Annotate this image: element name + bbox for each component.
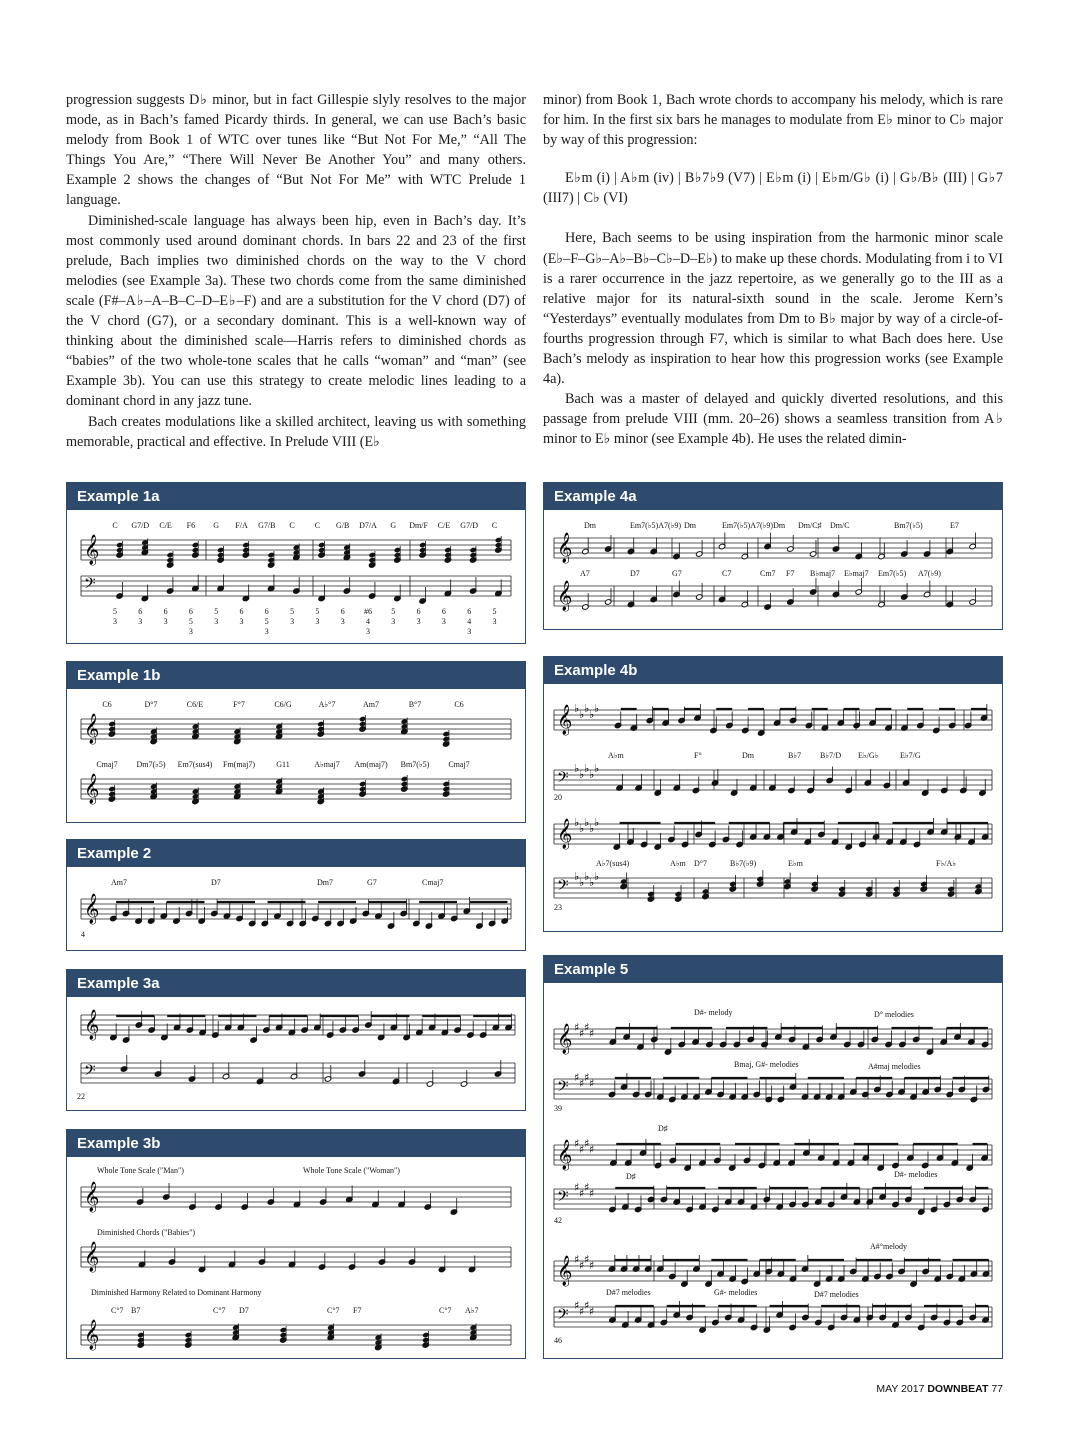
page-footer xyxy=(876,1383,1003,1395)
chord-symbol: A♭m xyxy=(608,751,624,760)
example-1a-notation xyxy=(67,510,524,642)
bass-clef-icon: 𝄢 xyxy=(557,1188,569,1209)
key-signature-icon: ♯ xyxy=(579,1259,585,1272)
example-4b xyxy=(543,656,1003,932)
figured-bass: 6 xyxy=(416,607,421,616)
key-signature-icon: ♭ xyxy=(589,876,595,889)
chord-symbol: C xyxy=(112,521,118,530)
chord-symbol: B♭maj7 xyxy=(810,569,836,578)
example-3b xyxy=(66,1129,526,1359)
figured-bass: 3 xyxy=(113,617,117,626)
key-signature-icon: ♯ xyxy=(574,1071,580,1084)
bass-clef-icon: 𝄢 xyxy=(557,1306,569,1327)
scale-label: Whole Tone Scale ("Man") xyxy=(97,1166,184,1175)
figured-bass: 3 xyxy=(188,627,193,636)
key-signature-icon: ♯ xyxy=(579,1187,585,1200)
chord-symbol: D°7 xyxy=(694,859,707,868)
bass-clef-icon: 𝄢 xyxy=(557,1078,569,1099)
chord-symbol: F°7 xyxy=(233,700,245,709)
chord-symbol: C6 xyxy=(454,700,464,709)
key-signature-icon: ♯ xyxy=(584,1299,590,1312)
key-signature-icon: ♯ xyxy=(584,1181,590,1194)
key-signature-icon: ♭ xyxy=(584,762,590,775)
scale-label: Whole Tone Scale ("Woman") xyxy=(303,1166,400,1175)
figured-bass: 5 xyxy=(290,607,295,616)
figured-bass: 3 xyxy=(492,617,497,626)
figured-bass: 4 xyxy=(366,617,370,626)
chord-symbol: Dm7 xyxy=(317,878,333,887)
chord-symbol: A♭°7 xyxy=(318,700,336,709)
example-3b-notation xyxy=(67,1157,524,1357)
chord-symbol: C°7 xyxy=(213,1306,226,1315)
measure-number: 39 xyxy=(554,1104,562,1113)
key-signature-icon: ♭ xyxy=(579,768,585,781)
measure-number: 23 xyxy=(554,903,562,912)
key-signature-icon: ♯ xyxy=(589,1077,595,1090)
example-title: Example 3b xyxy=(67,1130,525,1157)
figured-bass: #6 xyxy=(364,607,372,616)
chord-symbol: E7 xyxy=(950,521,959,530)
figured-bass: 6 xyxy=(441,607,446,616)
key-signature-icon: ♯ xyxy=(574,1181,580,1194)
figured-bass: 6 xyxy=(239,607,244,616)
measure-number: 46 xyxy=(554,1336,562,1345)
chord-symbol: C°7 xyxy=(111,1306,124,1315)
key-signature-icon: ♯ xyxy=(589,1187,595,1200)
chord-symbol: A7 xyxy=(580,569,590,578)
chord-symbol: C7 xyxy=(722,569,732,578)
right-column xyxy=(543,90,1003,450)
melody-label: D♯ xyxy=(658,1124,668,1133)
figured-bass: 3 xyxy=(441,617,446,626)
chord-symbol: Dm xyxy=(684,521,696,530)
chord-symbol: Bm7(♭5) xyxy=(400,760,430,769)
chord-symbol: B♭7(♭9) xyxy=(730,859,757,868)
issue-date: MAY 2017 xyxy=(876,1383,925,1395)
figured-bass: 5 xyxy=(214,607,219,616)
example-title: Example 4a xyxy=(544,483,1002,510)
chord-symbol: G11 xyxy=(276,760,290,769)
chord-symbol: C6 xyxy=(102,700,112,709)
magazine-name: DOWNBEAT xyxy=(927,1383,989,1395)
treble-clef-icon: 𝄞 xyxy=(557,1140,573,1170)
figured-bass: 5 xyxy=(113,607,117,616)
chord-symbol: G7/D xyxy=(131,521,150,530)
figured-bass: 3 xyxy=(315,617,320,626)
chord-symbol: G xyxy=(213,521,220,530)
key-signature-icon: ♯ xyxy=(584,1253,590,1266)
example-1b xyxy=(66,661,526,823)
example-4a xyxy=(543,482,1003,630)
example-4a-notation xyxy=(544,510,1001,628)
figured-bass: 5 xyxy=(264,617,269,626)
key-signature-icon: ♭ xyxy=(574,762,580,775)
key-signature-icon: ♭ xyxy=(584,870,590,883)
melody-label: D#7 melodies xyxy=(606,1288,651,1297)
page-number: 77 xyxy=(991,1383,1003,1395)
key-signature-icon: ♭ xyxy=(594,762,600,775)
measure-number: 20 xyxy=(554,793,562,802)
chord-symbol: A♭maj7 xyxy=(314,760,340,769)
chord-symbol: D7 xyxy=(211,878,221,887)
chord-symbol: F/A xyxy=(235,521,248,530)
chord-symbol: Am7 xyxy=(363,700,379,709)
chord-symbol: B°7 xyxy=(408,700,422,709)
key-signature-icon: ♭ xyxy=(579,876,585,889)
example-1b-notation xyxy=(67,689,524,821)
key-signature-icon: ♭ xyxy=(579,822,585,835)
key-signature-icon: ♯ xyxy=(584,1071,590,1084)
chord-symbol: Em7(sus4) xyxy=(177,760,213,769)
measure-number: 42 xyxy=(554,1216,562,1225)
chord-symbol: B♭7 xyxy=(788,751,802,760)
chord-symbol: C°7 xyxy=(439,1306,452,1315)
example-title: Example 1b xyxy=(67,662,525,689)
chord-symbol: D7 xyxy=(630,569,640,578)
chord-symbol: G7 xyxy=(672,569,682,578)
figured-bass: 3 xyxy=(416,617,421,626)
chord-symbol: F° xyxy=(694,751,702,760)
figured-bass: 5 xyxy=(391,607,396,616)
treble-clef-icon: 𝄞 xyxy=(84,1010,100,1040)
figured-bass: 3 xyxy=(391,617,396,626)
chord-symbol: F7 xyxy=(786,569,795,578)
chord-symbol: Dm xyxy=(584,521,596,530)
key-signature-icon: ♭ xyxy=(574,870,580,883)
key-signature-icon: ♯ xyxy=(579,1143,585,1156)
chord-symbol: F♭/A♭ xyxy=(936,859,956,868)
chord-symbol: Em7(♭5) xyxy=(878,569,907,578)
key-signature-icon: ♯ xyxy=(574,1253,580,1266)
key-signature-icon: ♯ xyxy=(574,1299,580,1312)
chord-progression: E♭m (i) | A♭m (iv) | B♭7♭9 (V7) | E♭m (i) | E♭m/G♭ (i) | G♭/B♭ (III) | G♭7 (III7) | C♭ (VI) xyxy=(543,170,1003,207)
melody-label: Bmaj, G#- melodies xyxy=(734,1060,799,1069)
key-signature-icon: ♯ xyxy=(579,1027,585,1040)
example-4b-notation xyxy=(544,684,1001,930)
scale-label: Diminished Harmony Related to Dominant Harmony xyxy=(91,1288,262,1297)
paragraph: Here, Bach seems to be using inspiration from the harmonic minor scale (E♭–F–G♭–A♭–B♭–C♭–D–E♭) to make up these chords. Modulating from i to VI is a rarer occurrence in the jazz repertoire, as we generally go to the III as a relative major for its natural-sixth sound in the scale. Jerome Kern’s “Yesterdays” eventually modulates from Dm to B♭ major by way of a circle-of-fourths progression through F7, which is similar to what Bach does here. Use Bach’s melody as inspiration to hear how this progression works (see Example 4a). xyxy=(543,230,1003,388)
chord-symbol: A7(♭9) xyxy=(918,569,941,578)
chord-symbol: C°7 xyxy=(327,1306,340,1315)
key-signature-icon: ♯ xyxy=(579,1077,585,1090)
chord-symbol: Dm/C♯ xyxy=(798,521,822,530)
figured-bass: 3 xyxy=(340,617,345,626)
melody-label: A#maj melodies xyxy=(868,1062,921,1071)
paragraph: Bach was a master of delayed and quickly diverted resolutions, and this passage from prelude VIII (mm. 20–26) shows a seamless transition from A♭ minor to E♭ minor (see Example 4b). He uses the related dimin- xyxy=(543,391,1003,448)
key-signature-icon: ♭ xyxy=(584,816,590,829)
example-1a xyxy=(66,482,526,644)
key-signature-icon: ♭ xyxy=(589,822,595,835)
chord-symbol: E♭/G♭ xyxy=(858,751,879,760)
chord-symbol: A♭7 xyxy=(465,1306,479,1315)
chord-symbol: Am7 xyxy=(111,878,127,887)
key-signature-icon: ♯ xyxy=(589,1259,595,1272)
example-title: Example 2 xyxy=(67,840,525,867)
chord-symbol: G xyxy=(390,521,397,530)
chord-symbol: D°7 xyxy=(144,700,158,709)
key-signature-icon: ♭ xyxy=(579,708,585,721)
figured-bass: 3 xyxy=(366,627,370,636)
chord-symbol: C xyxy=(491,521,498,530)
chord-symbol: Cmaj7 xyxy=(96,760,118,769)
chord-symbol: G7/B xyxy=(258,521,276,530)
chord-symbol: Dm xyxy=(742,751,754,760)
treble-clef-icon: 𝄞 xyxy=(557,819,573,849)
chord-symbol: D7 xyxy=(239,1306,249,1315)
chord-symbol: E♭7/G xyxy=(900,751,921,760)
chord-symbol: E♭maj7 xyxy=(844,569,869,578)
chord-symbol: A♭7(sus4) xyxy=(596,859,630,868)
example-title: Example 1a xyxy=(67,483,525,510)
example-2 xyxy=(66,839,526,951)
paragraph: Diminished-scale language has always been hip, even in Bach’s day. It’s most commonly used around dominant chords. In bars 22 and 23 of the first prelude, Bach implies two diminished chords on the way to the V chord melodies (see Example 3a). These two chords come from the same diminished scale (F#–A♭–A–B–C–D–E♭–F) and are a substitution for the V chord (D7) of the V chord (G7), or a secondary dominant. This is a well-known way of thinking about the diminished scale—Harris refers to diminished chords as “babies” of the two whole-tone scales that he calls “woman” and “man” (see Example 3b). You can use this strategy to create melodic lines leading to a dominant chord in any jazz tune. xyxy=(66,212,526,410)
bass-clef-icon: 𝄢 xyxy=(84,575,96,596)
treble-clef-icon: 𝄞 xyxy=(84,1242,100,1272)
figured-bass: 5 xyxy=(315,607,320,616)
scale-label: Diminished Chords ("Babies") xyxy=(97,1228,196,1237)
treble-clef-icon: 𝄞 xyxy=(557,533,573,563)
chord-symbol: Em7(♭5)A7(♭9)Dm xyxy=(722,521,786,530)
chord-symbol: Bm7(♭5) xyxy=(894,521,923,530)
key-signature-icon: ♯ xyxy=(589,1027,595,1040)
example-5-notation xyxy=(544,983,1001,1357)
key-signature-icon: ♯ xyxy=(574,1021,580,1034)
chord-symbol: B7 xyxy=(131,1306,141,1315)
melody-label: D° melodies xyxy=(874,1010,914,1019)
measure-number: 22 xyxy=(77,1092,85,1101)
treble-clef-icon: 𝄞 xyxy=(84,535,100,565)
figured-bass: 6 xyxy=(163,607,168,616)
chord-symbol: C6/G xyxy=(274,700,292,709)
melody-label: D#7 melodies xyxy=(814,1290,859,1299)
figured-bass: 5 xyxy=(492,607,497,616)
treble-clef-icon: 𝄞 xyxy=(84,894,100,924)
treble-clef-icon: 𝄞 xyxy=(557,1024,573,1054)
treble-clef-icon: 𝄞 xyxy=(557,705,573,735)
key-signature-icon: ♯ xyxy=(584,1021,590,1034)
example-5 xyxy=(543,955,1003,1359)
chord-symbol: B♭7/D xyxy=(820,751,842,760)
chord-symbol: A♭m xyxy=(670,859,686,868)
chord-symbol: Fm(maj7) xyxy=(223,760,255,769)
bass-clef-icon: 𝄢 xyxy=(557,769,569,790)
bass-clef-icon: 𝄢 xyxy=(84,1062,96,1083)
paragraph: progression suggests D♭ minor, but in fact Gillespie slyly resolves to the major mode, as in Bach’s famed Picardy thirds. In general, we can use Bach’s basic melody from Book 1 of WTC over tunes like “But Not For Me,” “All The Things You Are,” “There Will Never Be Another You” and many others. Example 2 shows the changes of “But Not For Me” with WTC Prelude 1 language. xyxy=(66,92,526,209)
paragraph: minor) from Book 1, Bach wrote chords to accompany his melody, which is rare for him. In the first six bars he manages to modulate from E♭ minor to C♭ major by way of this progression: xyxy=(543,92,1003,149)
example-title: Example 5 xyxy=(544,956,1002,983)
melody-label: A#°melody xyxy=(870,1242,907,1251)
key-signature-icon: ♭ xyxy=(594,870,600,883)
treble-clef-icon: 𝄞 xyxy=(557,581,573,611)
figured-bass: 3 xyxy=(138,617,143,626)
treble-clef-icon: 𝄞 xyxy=(84,1320,100,1350)
key-signature-icon: ♭ xyxy=(574,816,580,829)
melody-label: D#- melody xyxy=(694,1008,733,1017)
chord-symbol: Cmaj7 xyxy=(422,878,444,887)
key-signature-icon: ♭ xyxy=(584,702,590,715)
figured-bass: 6 xyxy=(188,607,193,616)
figured-bass: 6 xyxy=(138,607,143,616)
key-signature-icon: ♯ xyxy=(589,1143,595,1156)
figured-bass: 3 xyxy=(467,627,472,636)
chord-symbol: Em7(♭5)A7(♭9) xyxy=(630,521,682,530)
treble-clef-icon: 𝄞 xyxy=(84,1182,100,1212)
key-signature-icon: ♯ xyxy=(579,1305,585,1318)
chord-symbol: Dm/F xyxy=(409,521,428,530)
chord-symbol: G7 xyxy=(367,878,377,887)
chord-symbol: Cm7 xyxy=(760,569,776,578)
figured-bass: 6 xyxy=(264,607,269,616)
left-column xyxy=(66,90,526,452)
key-signature-icon: ♭ xyxy=(589,708,595,721)
measure-number: 4 xyxy=(81,930,85,939)
paragraph: Bach creates modulations like a skilled architect, leaving us with something memorable, practical and effective. In Prelude VIII (E♭ xyxy=(66,413,526,450)
key-signature-icon: ♭ xyxy=(589,768,595,781)
key-signature-icon: ♭ xyxy=(594,816,600,829)
chord-symbol: F7 xyxy=(353,1306,362,1315)
chord-symbol: F6 xyxy=(186,521,196,530)
melody-label: G#- melodies xyxy=(714,1288,758,1297)
chord-symbol: C/E xyxy=(437,521,451,530)
key-signature-icon: ♯ xyxy=(574,1137,580,1150)
chord-symbol: G7/D xyxy=(460,521,479,530)
example-3a-notation xyxy=(67,997,524,1109)
chord-symbol: D7/A xyxy=(359,521,377,530)
chord-symbol: G/B xyxy=(336,521,350,530)
melody-label: D♯ xyxy=(626,1172,636,1181)
chord-symbol: C6/E xyxy=(186,700,204,709)
treble-clef-icon: 𝄞 xyxy=(557,1256,573,1286)
chord-symbol: Cmaj7 xyxy=(448,760,470,769)
figured-bass: 3 xyxy=(264,627,269,636)
figured-bass: 6 xyxy=(340,607,345,616)
figured-bass: 3 xyxy=(239,617,244,626)
chord-symbol: Dm7(♭5) xyxy=(136,760,166,769)
chord-symbol: Am(maj7) xyxy=(354,760,388,769)
key-signature-icon: ♭ xyxy=(594,702,600,715)
figured-bass: 5 xyxy=(188,617,193,626)
example-3a xyxy=(66,969,526,1111)
figured-bass: 4 xyxy=(467,617,472,626)
example-title: Example 3a xyxy=(67,970,525,997)
bass-clef-icon: 𝄢 xyxy=(557,877,569,898)
figured-bass: 3 xyxy=(290,617,295,626)
figured-bass: 3 xyxy=(214,617,219,626)
example-2-notation xyxy=(67,867,524,949)
key-signature-icon: ♭ xyxy=(574,702,580,715)
figured-bass: 3 xyxy=(163,617,168,626)
chord-symbol: E♭m xyxy=(788,859,803,868)
treble-clef-icon: 𝄞 xyxy=(84,774,100,804)
key-signature-icon: ♯ xyxy=(589,1305,595,1318)
chord-symbol: C/E xyxy=(159,521,172,530)
figured-bass: 6 xyxy=(467,607,472,616)
melody-label: D#- melodies xyxy=(894,1170,938,1179)
chord-symbol: C xyxy=(314,521,321,530)
key-signature-icon: ♯ xyxy=(584,1137,590,1150)
chord-symbol: Dm/C xyxy=(830,521,850,530)
example-title: Example 4b xyxy=(544,657,1002,684)
chord-symbol: C xyxy=(289,521,295,530)
treble-clef-icon: 𝄞 xyxy=(84,714,100,744)
